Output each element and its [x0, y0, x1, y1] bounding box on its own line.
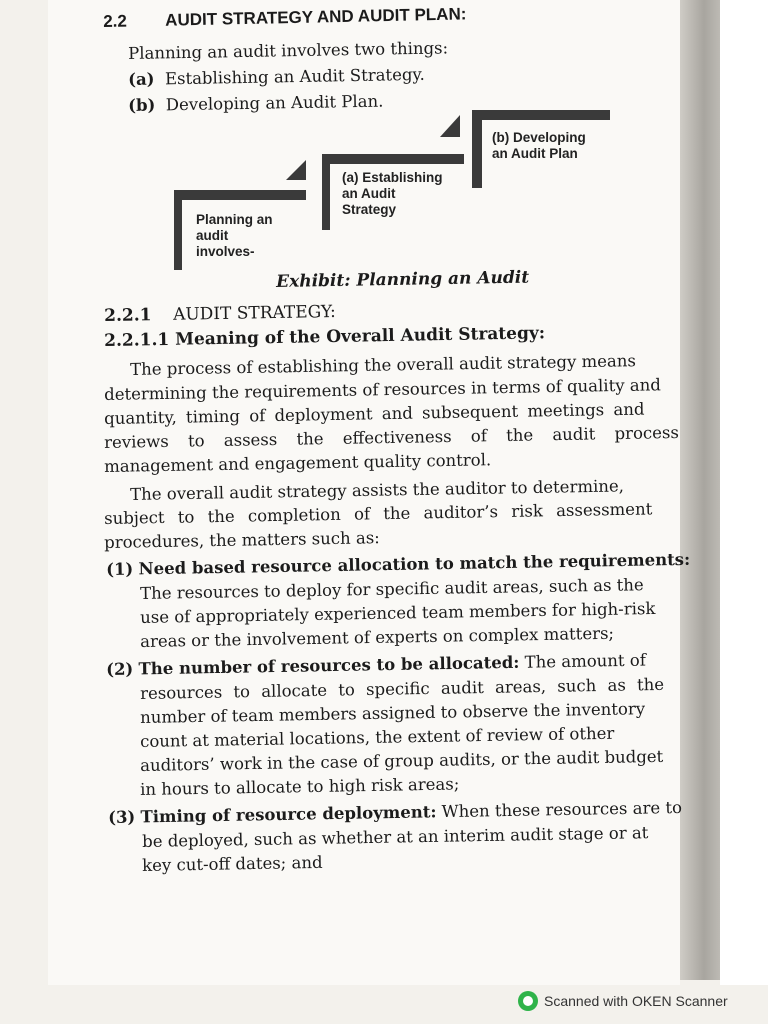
- para1-line-4: reviews to assess the effectiveness of the audit process: [104, 422, 680, 452]
- list-item-2-line-1: resources to allocate to specific audit areas, such as the: [140, 674, 665, 703]
- list-item-2-line-4: auditors’ work in the case of group audits, or the audit budget: [140, 746, 664, 775]
- list-item-2-line-2: number of team members assigned to observe the inventory: [140, 699, 646, 727]
- list-item-2-line-3: count at material locations, the extent of review of other: [140, 723, 615, 751]
- list-item-2-line-5: in hours to allocate to high risk areas;: [140, 774, 460, 799]
- para2-line-2: subject to the completion of the auditor’s risk assessment: [104, 499, 653, 528]
- intro-item-a: (a) Establishing an Audit Strategy.: [128, 64, 425, 89]
- subsubsection-heading: 2.2.1.1 Meaning of the Overall Audit Strategy:: [104, 323, 546, 351]
- para2-line-3: procedures, the matters such as:: [104, 528, 380, 552]
- scan-margin: [720, 0, 768, 985]
- subsection-heading: 2.2.1 AUDIT STRATEGY:: [104, 301, 336, 326]
- diagram-step-3: (b) Developing an Audit Plan: [472, 110, 612, 190]
- section-number: 2.2: [103, 11, 128, 31]
- list-item-1-head: (1) Need based resource allocation to match the requirements:: [106, 549, 691, 579]
- para1-line-5: management and engagement quality control.: [104, 450, 492, 476]
- list-item-3-head: (3) Timing of resource deployment: When these resources are to: [108, 797, 683, 827]
- list-item-1-line-3: areas or the involvement of experts on complex matters;: [140, 623, 615, 651]
- scanner-label: Scanned with OKEN Scanner: [544, 993, 728, 1009]
- section-intro: Planning an audit involves two things:: [128, 38, 449, 63]
- exhibit-caption: Exhibit: Planning an Audit: [276, 267, 530, 292]
- para1-line-3: quantity, timing of deployment and subsequent meetings and: [104, 399, 645, 428]
- section-title: AUDIT STRATEGY AND AUDIT PLAN:: [164, 4, 467, 30]
- list-item-3-line-2: key cut-off dates; and: [142, 852, 323, 875]
- para1-line-2: determining the requirements of resources in terms of quality and: [104, 375, 661, 404]
- diagram-arrow-1: [286, 160, 306, 180]
- page-edge-shadow: [680, 0, 720, 980]
- scanner-watermark: [518, 990, 728, 1012]
- list-item-1-line-2: use of appropriately experienced team members for high-risk: [140, 599, 656, 627]
- diagram-arrow-2: [440, 115, 460, 137]
- intro-item-b: (b) Developing an Audit Plan.: [128, 91, 384, 115]
- list-item-1-line-1: The resources to deploy for specific audit areas, such as the: [140, 575, 644, 603]
- diagram-step-2: (a) Establishing an Audit Strategy: [322, 150, 472, 232]
- para2-line-1: The overall audit strategy assists the auditor to determine,: [130, 476, 625, 504]
- para1-line-1: The process of establishing the overall audit strategy means: [130, 351, 637, 379]
- diagram-step-1: Planning an audit involves-: [174, 184, 314, 272]
- list-item-2-head: (2) The number of resources to be allocated: The amount of: [106, 650, 647, 679]
- list-item-3-line-1: be deployed, such as whether at an interim audit stage or at: [142, 823, 649, 851]
- scanner-logo-icon: [518, 991, 538, 1011]
